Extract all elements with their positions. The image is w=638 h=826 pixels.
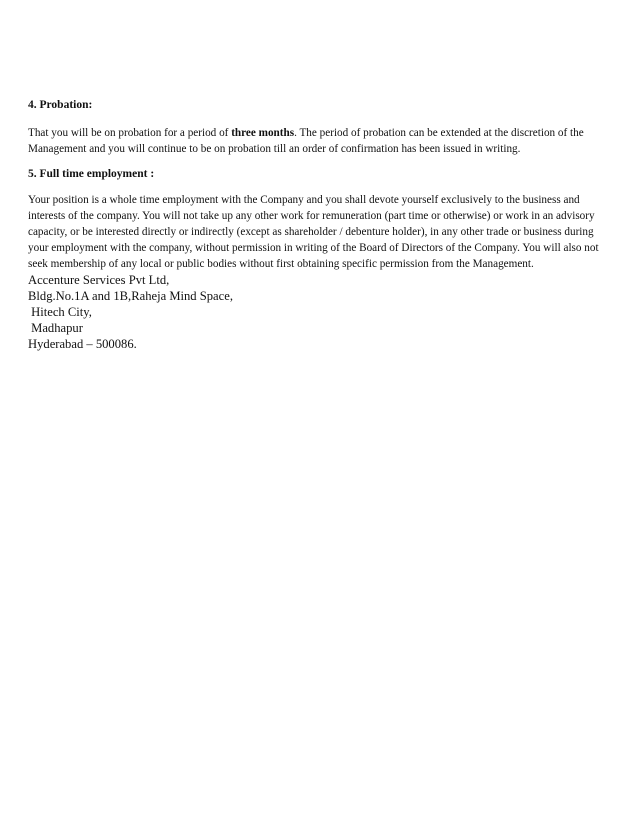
- section-body-probation: [28, 125, 613, 157]
- address-locality: Madhapur: [28, 321, 83, 335]
- section-heading-probation: 4. Probation:: [28, 99, 93, 111]
- address-building: Bldg.No.1A and 1B,Raheja Mind Space,: [28, 289, 233, 303]
- address-city-pin: Hyderabad – 500086.: [28, 337, 137, 351]
- probation-text-end: . The period of probation can be extended at the discretion of the Management and you will continue to be on probation till an order of confirmation has been issued in writing.: [28, 127, 584, 155]
- section-body-full-time-employment: Your position is a whole time employment with the Company and you shall devote yourself exclusively to the business and interests of the company. You will not take up any other work for remuneration (part time or otherwise) or work in an advisory capacity, or be interested directly or indirectly (except as shareholder / debenture holder), in any other trade or business during your employment with the company, without permission in writing of the Board of Directors of the Company. You will also not seek membership of any local or public bodies without first obtaining specific permission from the Management.: [28, 194, 599, 270]
- letter-page: [28, 98, 613, 352]
- section-heading-full-time-employment: 5. Full time employment :: [28, 168, 155, 180]
- address-company: Accenture Services Pvt Ltd,: [28, 273, 170, 287]
- company-address: [28, 272, 613, 352]
- probation-period-emphasis: three months: [231, 127, 295, 139]
- probation-text-start: That you will be on probation for a period of: [28, 127, 232, 139]
- address-area: Hitech City,: [28, 305, 92, 319]
